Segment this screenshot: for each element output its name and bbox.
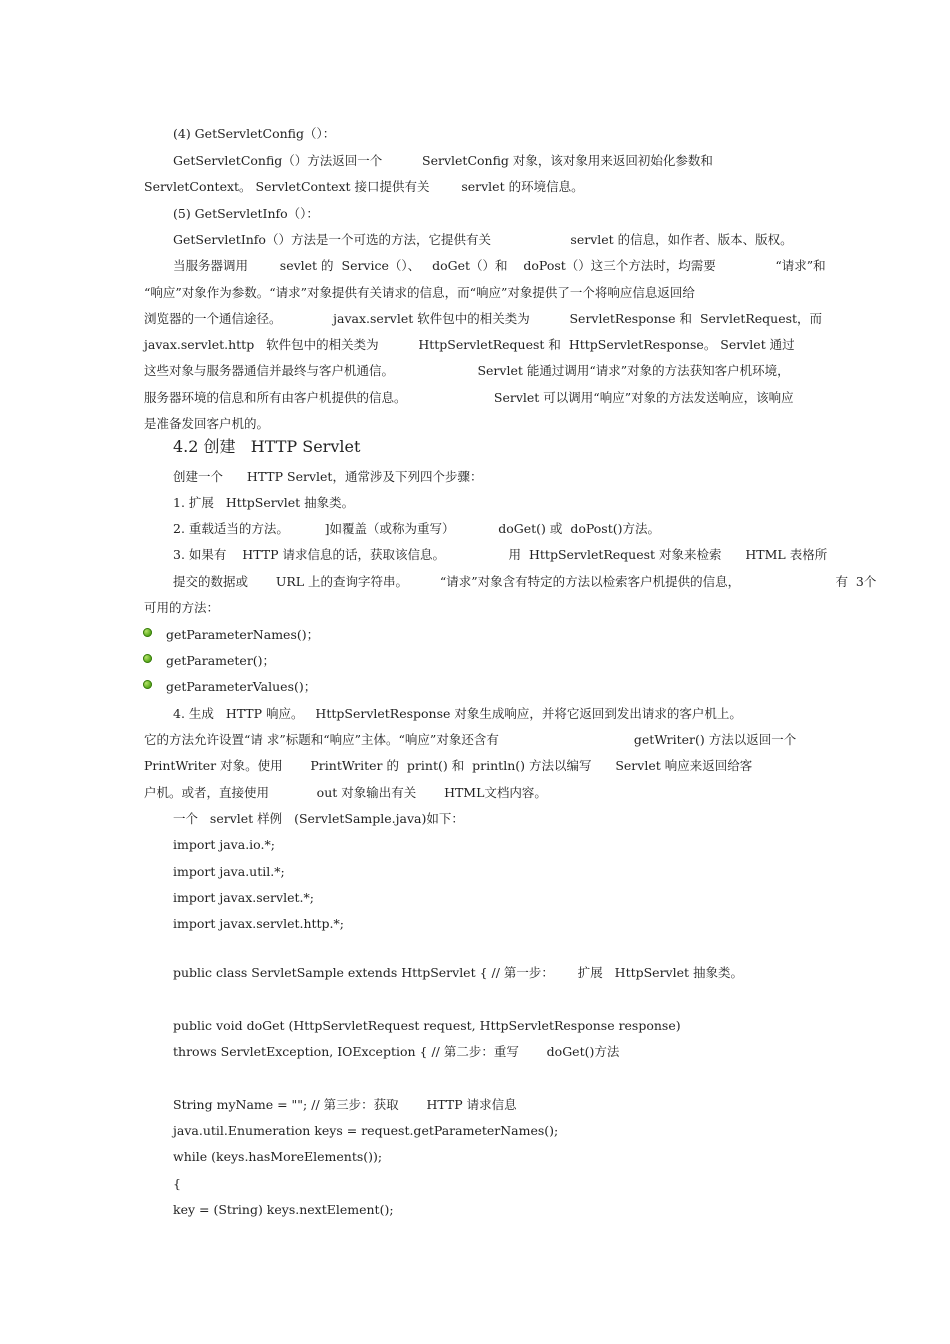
code-line: public void doGet (HttpServletRequest request, HttpServletResponse response)	[173, 1018, 681, 1033]
bullet-icon	[143, 628, 152, 637]
section-heading: 4.2 创建 HTTP Servlet	[173, 437, 361, 456]
code-line: import javax.servlet.*;	[173, 890, 314, 905]
code-line: import java.io.*;	[173, 837, 275, 852]
bullet-item: getParameterNames()；	[166, 627, 320, 642]
paragraph-line: GetServletInfo（）方法是一个可选的方法，它提供有关 servlet 的信息，如作者、版本、版权。	[173, 232, 793, 247]
bullet-item: getParameterValues()；	[166, 679, 317, 694]
code-line: {	[173, 1176, 181, 1191]
step-item: 4. 生成 HTTP 响应。 HttpServletResponse 对象生成响应，并将它返回到发出请求的客户机上。	[173, 706, 742, 721]
paragraph-line: GetServletConfig（）方法返回一个 ServletConfig 对象，该对象用来返回初始化参数和	[173, 153, 713, 168]
code-line: key = (String) keys.nextElement();	[173, 1202, 394, 1217]
code-line: String myName = ""; // 第三步：获取 HTTP 请求信息	[173, 1097, 517, 1112]
bullet-icon	[143, 680, 152, 689]
code-line: import javax.servlet.http.*;	[173, 916, 344, 931]
paragraph-line: 可用的方法：	[144, 600, 220, 615]
paragraph-line: javax.servlet.http 软件包中的相关类为 HttpServletRequest 和 HttpServletResponse。 Servlet 通过	[144, 337, 795, 352]
code-line: while (keys.hasMoreElements());	[173, 1149, 383, 1164]
paragraph-line: ServletContext。 ServletContext 接口提供有关 servlet 的环境信息。	[144, 179, 584, 194]
code-line: throws ServletException, IOException { // 第二步：重写 doGet()方法	[173, 1044, 620, 1059]
subsection-heading: (4) GetServletConfig（）：	[173, 126, 336, 141]
step-item: 1. 扩展 HttpServlet 抽象类。	[173, 495, 355, 510]
bullet-item: getParameter()；	[166, 653, 276, 668]
step-item: 2. 重载适当的方法。 ]如覆盖（或称为重写） doGet() 或 doPost()方法。	[173, 521, 661, 536]
bullet-icon	[143, 654, 152, 663]
step-item: 3. 如果有 HTTP 请求信息的话，获取该信息。 用 HttpServletRequest 对象来检索 HTML 表格所	[173, 547, 828, 562]
paragraph-line: “响应”对象作为参数。“请求”对象提供有关请求的信息，而“响应”对象提供了一个将响应信息返回给	[144, 285, 695, 300]
code-line: public class ServletSample extends HttpServlet { // 第一步： 扩展 HttpServlet 抽象类。	[173, 965, 744, 980]
paragraph-line: 户机。或者，直接使用 out 对象输出有关 HTML文档内容。	[144, 785, 547, 800]
paragraph-line: 浏览器的一个通信途径。 javax.servlet 软件包中的相关类为 ServletResponse 和 ServletRequest，而	[144, 311, 823, 326]
paragraph-line: 一个 servlet 样例 (ServletSample.java)如下：	[173, 811, 464, 826]
paragraph-line: 创建一个 HTTP Servlet，通常涉及下列四个步骤：	[173, 469, 483, 484]
subsection-heading: (5) GetServletInfo（）：	[173, 206, 319, 221]
code-line: java.util.Enumeration keys = request.getParameterNames();	[173, 1123, 559, 1138]
paragraph-line: 提交的数据或 URL 上的查询字符串。 “请求”对象含有特定的方法以检索客户机提供的信息， 有 3个	[173, 574, 877, 589]
paragraph-line: 服务器环境的信息和所有由客户机提供的信息。 Servlet 可以调用“响应”对象的方法发送响应，该响应	[144, 390, 794, 405]
paragraph-line: 它的方法允许设置“请 求”标题和“响应”主体。“响应”对象还含有 getWriter() 方法以返回一个	[144, 732, 797, 747]
paragraph-line: 是准备发回客户机的。	[144, 416, 270, 431]
paragraph-line: 这些对象与服务器通信并最终与客户机通信。 Servlet 能通过调用“请求”对象的方法获知客户机环境，	[144, 363, 790, 378]
paragraph-line: 当服务器调用 sevlet 的 Service（）、 doGet（）和 doPost（）这三个方法时，均需要 “请求”和	[173, 258, 826, 273]
code-line: import java.util.*;	[173, 864, 285, 879]
paragraph-line: PrintWriter 对象。使用 PrintWriter 的 print() 和 println() 方法以编写 Servlet 响应来返回给客	[144, 758, 753, 773]
